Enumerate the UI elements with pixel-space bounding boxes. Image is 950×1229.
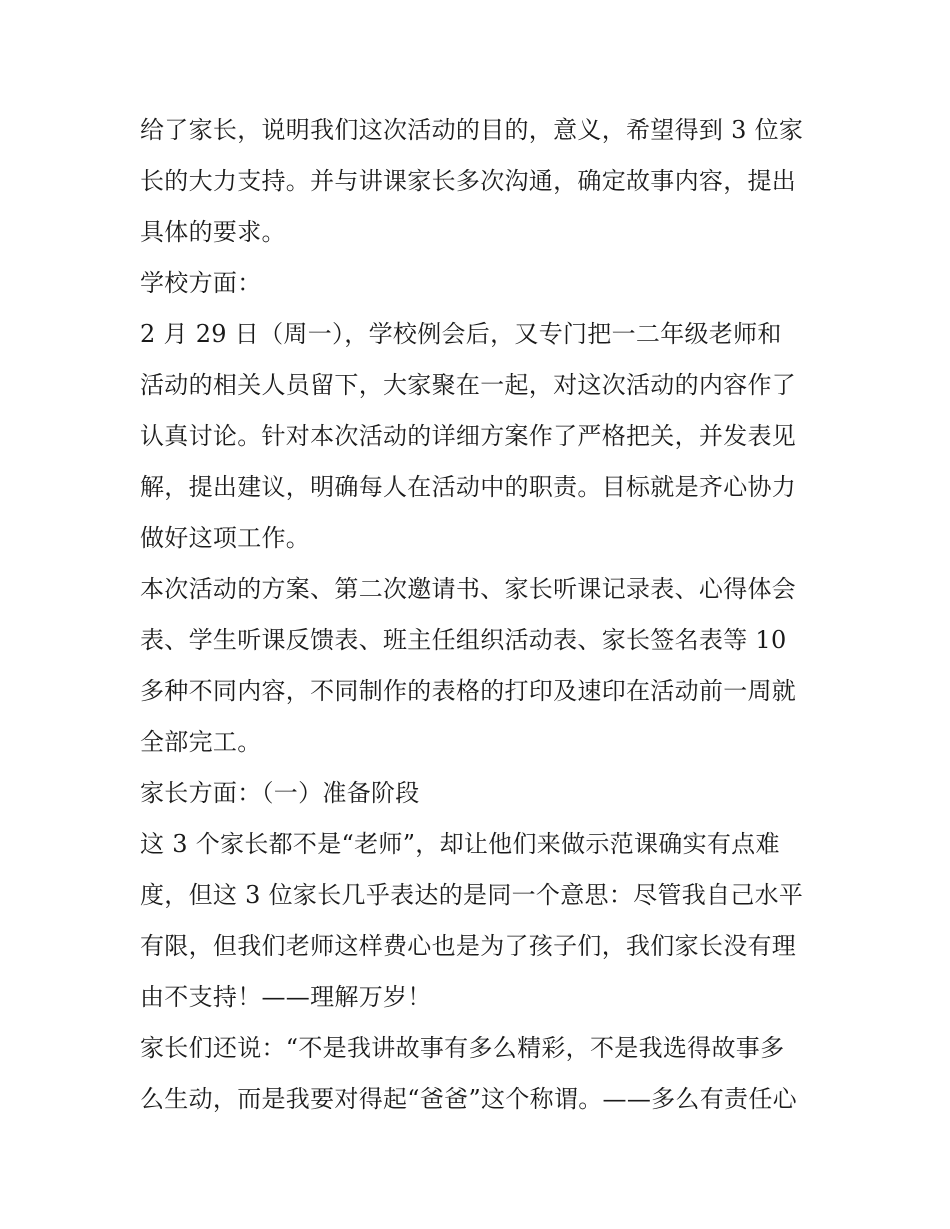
section-heading-school: 学校方面： <box>140 269 262 297</box>
text-line: 活动的相关人员留下，大家聚在一起，对这次活动的内容作了 <box>140 371 797 399</box>
document-body <box>140 105 820 1125</box>
text-line: 2 月 29 日（周一），学校例会后，又专门把一二年级老师和 <box>140 320 782 348</box>
text-line: 认真讨论。针对本次活动的详细方案作了严格把关，并发表见 <box>140 422 797 450</box>
text-line: 具体的要求。 <box>140 218 286 246</box>
text-line: 有限，但我们老师这样费心也是为了孩子们，我们家长没有理 <box>140 932 797 960</box>
text-line: 度，但这 3 位家长几乎表达的是同一个意思：尽管我自己水平 <box>140 881 804 909</box>
text-line: 解，提出建议，明确每人在活动中的职责。目标就是齐心协力 <box>140 473 797 501</box>
text-line: 表、学生听课反馈表、班主任组织活动表、家长签名表等 10 <box>140 626 787 654</box>
section-heading-parents: 家长方面：（一）准备阶段 <box>140 779 420 807</box>
text-line: 长的大力支持。并与讲课家长多次沟通，确定故事内容，提出 <box>140 167 797 195</box>
text-line: 这 3 个家长都不是“老师”，却让他们来做示范课确实有点难 <box>140 830 780 858</box>
text-line: 由不支持！——理解万岁！ <box>140 983 432 1011</box>
text-line: 多种不同内容，不同制作的表格的打印及速印在活动前一周就 <box>140 677 797 705</box>
text-line: 本次活动的方案、第二次邀请书、家长听课记录表、心得体会 <box>140 575 797 603</box>
text-line: 家长们还说：“不是我讲故事有多么精彩，不是我选得故事多 <box>140 1034 785 1062</box>
text-line: 么生动，而是我要对得起“爸爸”这个称谓。——多么有责任心 <box>140 1085 797 1113</box>
text-line: 全部完工。 <box>140 728 262 756</box>
text-line: 做好这项工作。 <box>140 524 311 552</box>
text-line: 给了家长，说明我们这次活动的目的，意义，希望得到 3 位家 <box>140 116 804 144</box>
